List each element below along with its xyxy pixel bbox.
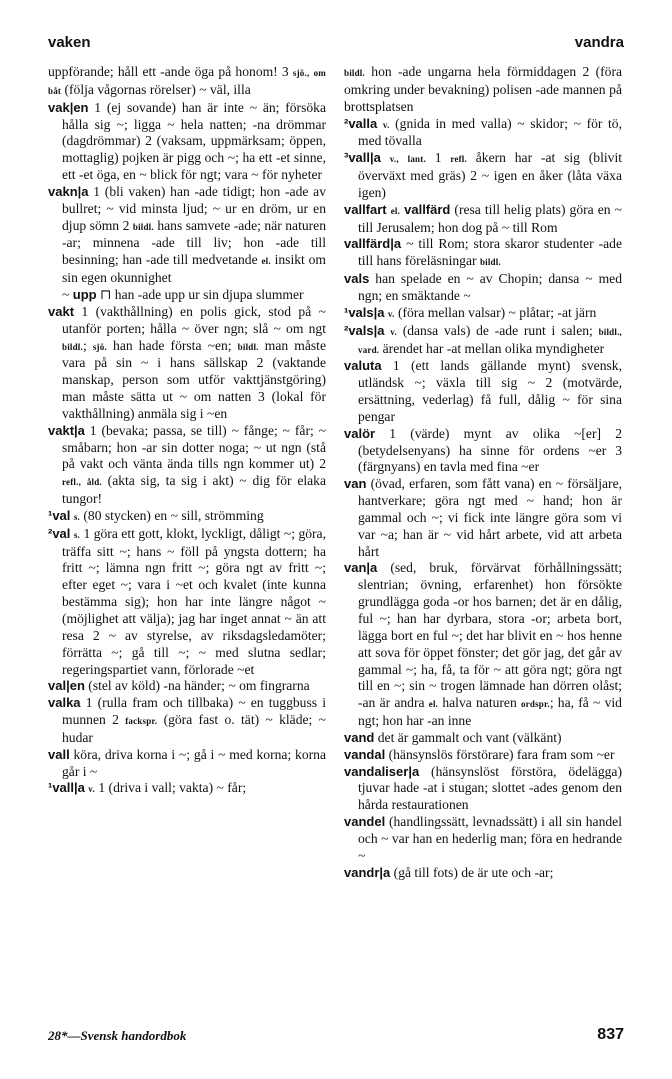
- usage-label: el.: [390, 205, 401, 216]
- guide-word-left: vaken: [48, 34, 91, 51]
- left-column: [48, 64, 326, 1020]
- headword: valör: [344, 425, 376, 441]
- headword: vallfärd: [404, 201, 451, 217]
- sub-entry: [48, 287, 326, 304]
- usage-label: bildl.: [132, 221, 154, 232]
- headword: vakt|a: [48, 422, 85, 438]
- dictionary-entry: [344, 865, 622, 882]
- dictionary-entry: [48, 423, 326, 508]
- headword: vandr|a: [344, 864, 391, 880]
- dictionary-entry: [344, 236, 622, 271]
- definition-text: ; ha, få ~ vid ngt; hon har -an inne: [358, 695, 622, 729]
- running-head: [48, 34, 624, 56]
- headword: vand: [344, 729, 375, 745]
- usage-label: bildl.: [479, 257, 501, 268]
- definition-text: det är gammalt och vant (välkänt): [374, 729, 562, 745]
- definition-text: (hänsynslöst förstöra, ödelägga) tjuvar hade -at i stugan; slottet -ades genom den hårda restaurationen: [358, 763, 622, 813]
- definition-text: (akta sig, ta sig i akt) ~ dig för elaka tungor!: [62, 473, 326, 507]
- page-number: 837: [597, 1026, 624, 1043]
- dictionary-entry: [344, 150, 622, 202]
- headword: vallfart: [344, 201, 387, 217]
- headword: ¹val: [48, 507, 71, 523]
- dictionary-entry: [344, 814, 622, 865]
- definition-text: han spelade en ~ av Chopin; dansa ~ med ngn; en smäktande ~: [358, 271, 622, 303]
- dictionary-entry: [344, 476, 622, 560]
- dictionary-entry: [48, 678, 326, 695]
- headword: vakn|a: [48, 183, 89, 199]
- right-column: [344, 64, 622, 1020]
- dictionary-entry: [344, 202, 622, 237]
- definition-text: halva naturen: [438, 695, 521, 711]
- dictionary-entry: [344, 426, 622, 477]
- headword: van: [344, 476, 367, 492]
- definition-text: köra, driva korna i ~; gå i ~ med korna; korna går i ~: [62, 746, 326, 779]
- definition-text: (handlingssätt, levnadssätt) i all sin handel och ~ var han en hederlig man; föra en hedrande ~: [358, 814, 622, 863]
- definition-text: (gå till fots) de är ute och -ar;: [390, 864, 554, 880]
- definition-text: (sed, bruk, förvärvat förhållningssätt; slentrian; övning, erfarenhet) hon försökte grundlägga goda -or hos barnen; det är en dålig, ful ~; han har dyrbara, stora -or; arbeta bort, lägga bort en ful ~; det har blivit en ~ hos henne att sova för öppet fönster; det gör jag, det går av gammal ~; ha, få, ta för ~ att göra ngt; göra ngt till en ~; sin ~ trogen lämnade han dörren olåst; -an är andra: [358, 560, 622, 711]
- headword: upp: [72, 286, 97, 302]
- definition-text: 1 (vakthållning) en polis gick, stod på ~ utanför porten; hålla ~ över ngn; slå ~ om ngt: [62, 303, 326, 336]
- usage-label: vard.: [358, 344, 380, 355]
- definition-text: 1 göra ett gott, klokt, lyckligt, dåligt ~; göra, träffa sitt ~; hans ~ föll på yngsta dottern; ha fritt ~; lämna ngn fritt ~; göra ngt av fritt ~; efter eget ~; vara i ~et och kvalet (inte kunna bestämma sig); hon har inte längre något ~ (möjlighet att välja); jag har inget annat ~ än att resa 2 ~ av styrelse, av riksdagsledamöter; förrätta ~; gå till ~; ~ med slutna sedlar; regeringspartiet vann, förlorade ~et: [62, 525, 326, 677]
- definition-text: man måste vara på sin ~ i hans sällskap 2 (vaktande manskap, person som utför vakttjänstgöring) man måste sätta ut ~ om natten 3 (lokal för vakthållning) anmäla sig i ~en: [62, 337, 326, 421]
- usage-label: s.: [73, 511, 80, 522]
- dictionary-entry: [344, 271, 622, 305]
- headword: van|a: [344, 560, 378, 576]
- dictionary-entry: [344, 764, 622, 815]
- definition-text: (stel av köld) -na händer; ~ om fingrarna: [84, 678, 310, 694]
- usage-label: v.: [382, 119, 390, 130]
- headword: val|en: [48, 678, 85, 694]
- usage-label: lant.: [407, 154, 426, 165]
- dictionary-entry: [344, 730, 622, 747]
- dictionary-entry: [344, 747, 622, 764]
- definition-text: hans samvete -ade; när naturen -ar; minnena -ade till liv; hon -ade till besinning; han -ade till medvetande: [62, 217, 326, 268]
- dictionary-entry: [48, 304, 326, 423]
- definition-text: 1 (ett lands gällande mynt) svensk, utländsk ~; växla till sig ~ 2 (motvärde, ersättning, vederlag) få full, dålig ~ för sina pengar: [358, 358, 622, 424]
- printer-signature: 28*—Svensk handordbok: [48, 1028, 187, 1043]
- usage-label: el.: [428, 699, 439, 710]
- dictionary-entry: [344, 116, 622, 151]
- headword: vandel: [344, 814, 386, 830]
- dictionary-entry: [48, 184, 326, 287]
- usage-label: v.: [88, 784, 95, 795]
- headword: ²val: [48, 525, 71, 541]
- headword: vandal: [344, 746, 386, 762]
- usage-label: om båt: [48, 68, 326, 96]
- headword: vandaliser|a: [344, 763, 420, 779]
- entry-continuation: [48, 64, 326, 100]
- headword: ²valla: [344, 115, 378, 131]
- definition-text: (följa vågornas rörelser) ~ väl, illa: [61, 81, 251, 97]
- usage-label: fackspr.: [125, 716, 158, 727]
- definition-text: ~: [62, 286, 73, 302]
- definition-text: (föra mellan valsar) ~ plåtar; -at järn: [394, 304, 597, 320]
- guide-word-right: vandra: [574, 34, 624, 51]
- dictionary-entry: [48, 780, 326, 798]
- dictionary-entry: [48, 695, 326, 747]
- definition-text: 1: [425, 150, 451, 166]
- headword: valuta: [344, 358, 382, 374]
- dictionary-entry: [344, 560, 622, 729]
- headword: valka: [48, 695, 81, 711]
- dictionary-entry: [48, 508, 326, 526]
- definition-text: han hade första ~en;: [106, 337, 238, 353]
- entry-continuation: [344, 64, 622, 116]
- usage-label: v.: [390, 326, 397, 337]
- usage-label: v.: [387, 308, 395, 319]
- usage-label: refl.: [450, 154, 467, 165]
- headword: vak|en: [48, 99, 89, 115]
- headword: ¹vall|a: [48, 780, 85, 796]
- definition-text: 1 (värde) mynt av olika ~[er] 2 (betydelsenyans) ha sinne för ordens ~er 3 (färgnyans) en tavla med fina ~er: [358, 425, 622, 475]
- definition-text: (gnida in med valla) ~ skidor; ~ för tö, med tövalla: [358, 115, 622, 149]
- definition-text: insikt om sin egen okunnighet: [62, 252, 326, 286]
- definition-text: åkern har -at sig (blivit överväxt med gräs) 2 ~ igen en åker (låta växa igen): [358, 150, 622, 200]
- headword: vals: [344, 271, 370, 287]
- definition-text: ⊓ han -ade upp ur sin djupa slummer: [96, 286, 304, 302]
- usage-label: bildl.: [237, 341, 259, 352]
- usage-label: s.: [73, 529, 81, 540]
- definition-text: (hänsynslös förstörare) fara fram som ~er: [385, 746, 615, 762]
- dictionary-columns: [48, 64, 622, 1020]
- definition-text: (resa till helig plats) göra en ~ till Jerusalem; hon dog på ~ till Rom: [358, 201, 622, 235]
- definition-text: (80 stycken) en ~ sill, strömming: [79, 507, 264, 523]
- definition-text: [399, 150, 408, 165]
- headword: vall: [48, 746, 70, 762]
- headword: vallfärd|a: [344, 236, 402, 252]
- definition-text: 1 (ej sovande) han är inte ~ än; försöka hålla sig ~; ligga ~ hela natten; -na drömmar (dagdrömmar) 2 (vaksam, uppmärksam; öppen, mottaglig) pojken är pigg och ~; ha ett -et sinne, ett -et öga, en ~ blick för ngt; vara ~ för nyheter: [62, 99, 326, 183]
- usage-label: ordspr.: [520, 699, 550, 710]
- usage-label: sjö.: [92, 341, 107, 352]
- headword: ¹vals|a: [344, 304, 385, 320]
- definition-text: hon -ade ungarna hela förmiddagen 2 (föra omkring under bevakning) polisen -ade mannen på brottsplatsen: [344, 64, 622, 114]
- headword: vakt: [48, 303, 75, 319]
- usage-label: bildl.: [344, 68, 365, 78]
- definition-text: 1 (bli vaken) han -ade tidigt; hon -ade av bullret; ~ vid minsta ljud; ~ ur en dröm, ur en djup sömn 2: [62, 183, 326, 233]
- definition-text: (göra fast o. tät) ~ kläde; ~ hudar: [62, 712, 326, 745]
- dictionary-entry: [48, 100, 326, 184]
- dictionary-entry: [344, 305, 622, 323]
- usage-label: v.,: [389, 154, 399, 165]
- definition-text: uppförande; håll ett -ande öga på honom! 3: [48, 64, 293, 79]
- definition-text: [381, 150, 390, 165]
- definition-text: ~ till Rom; stora skaror studenter -ade till hans föreläsningar: [358, 236, 622, 269]
- dictionary-entry: [48, 526, 326, 679]
- definition-text: ;: [82, 337, 93, 353]
- usage-label: bildl.: [62, 341, 83, 352]
- usage-label: sjö.,: [292, 68, 310, 78]
- usage-label: bildl.,: [598, 326, 622, 337]
- definition-text: 1 (bevaka; passa, se till) ~ fånge; ~ får; ~ småbarn; hon -ar sin dotter noga; ~ ut ngn (stå på vakt och vänta ända tills ngn kommer ut) 2: [62, 422, 326, 472]
- definition-text: 1 (rulla fram och tillbaka) ~ en tuggbuss i munnen 2: [62, 695, 326, 728]
- headword: ²vals|a: [344, 322, 385, 338]
- definition-text: (dansa vals) de -ade runt i salen;: [396, 322, 599, 338]
- page-footer: [48, 1026, 624, 1048]
- usage-label: åld.: [86, 477, 102, 488]
- headword: ³vall|a: [344, 150, 381, 166]
- definition-text: ärendet har -at mellan olika myndigheter: [379, 340, 605, 356]
- dictionary-entry: [344, 358, 622, 425]
- usage-label: refl.,: [62, 477, 82, 488]
- dictionary-entry: [48, 747, 326, 781]
- definition-text: 1 (driva i vall; vakta) ~ får;: [94, 780, 247, 796]
- usage-label: el.: [261, 256, 271, 267]
- dictionary-entry: [344, 323, 622, 359]
- definition-text: (övad, erfaren, som fått vana) en ~ försäljare, hantverkare; göra ngt med ~ hand; hon är gammal och ~; vi fick inte längre göra som vi var ~a; han är ~ vid hårt arbete, vid att arbeta hårt: [358, 476, 622, 559]
